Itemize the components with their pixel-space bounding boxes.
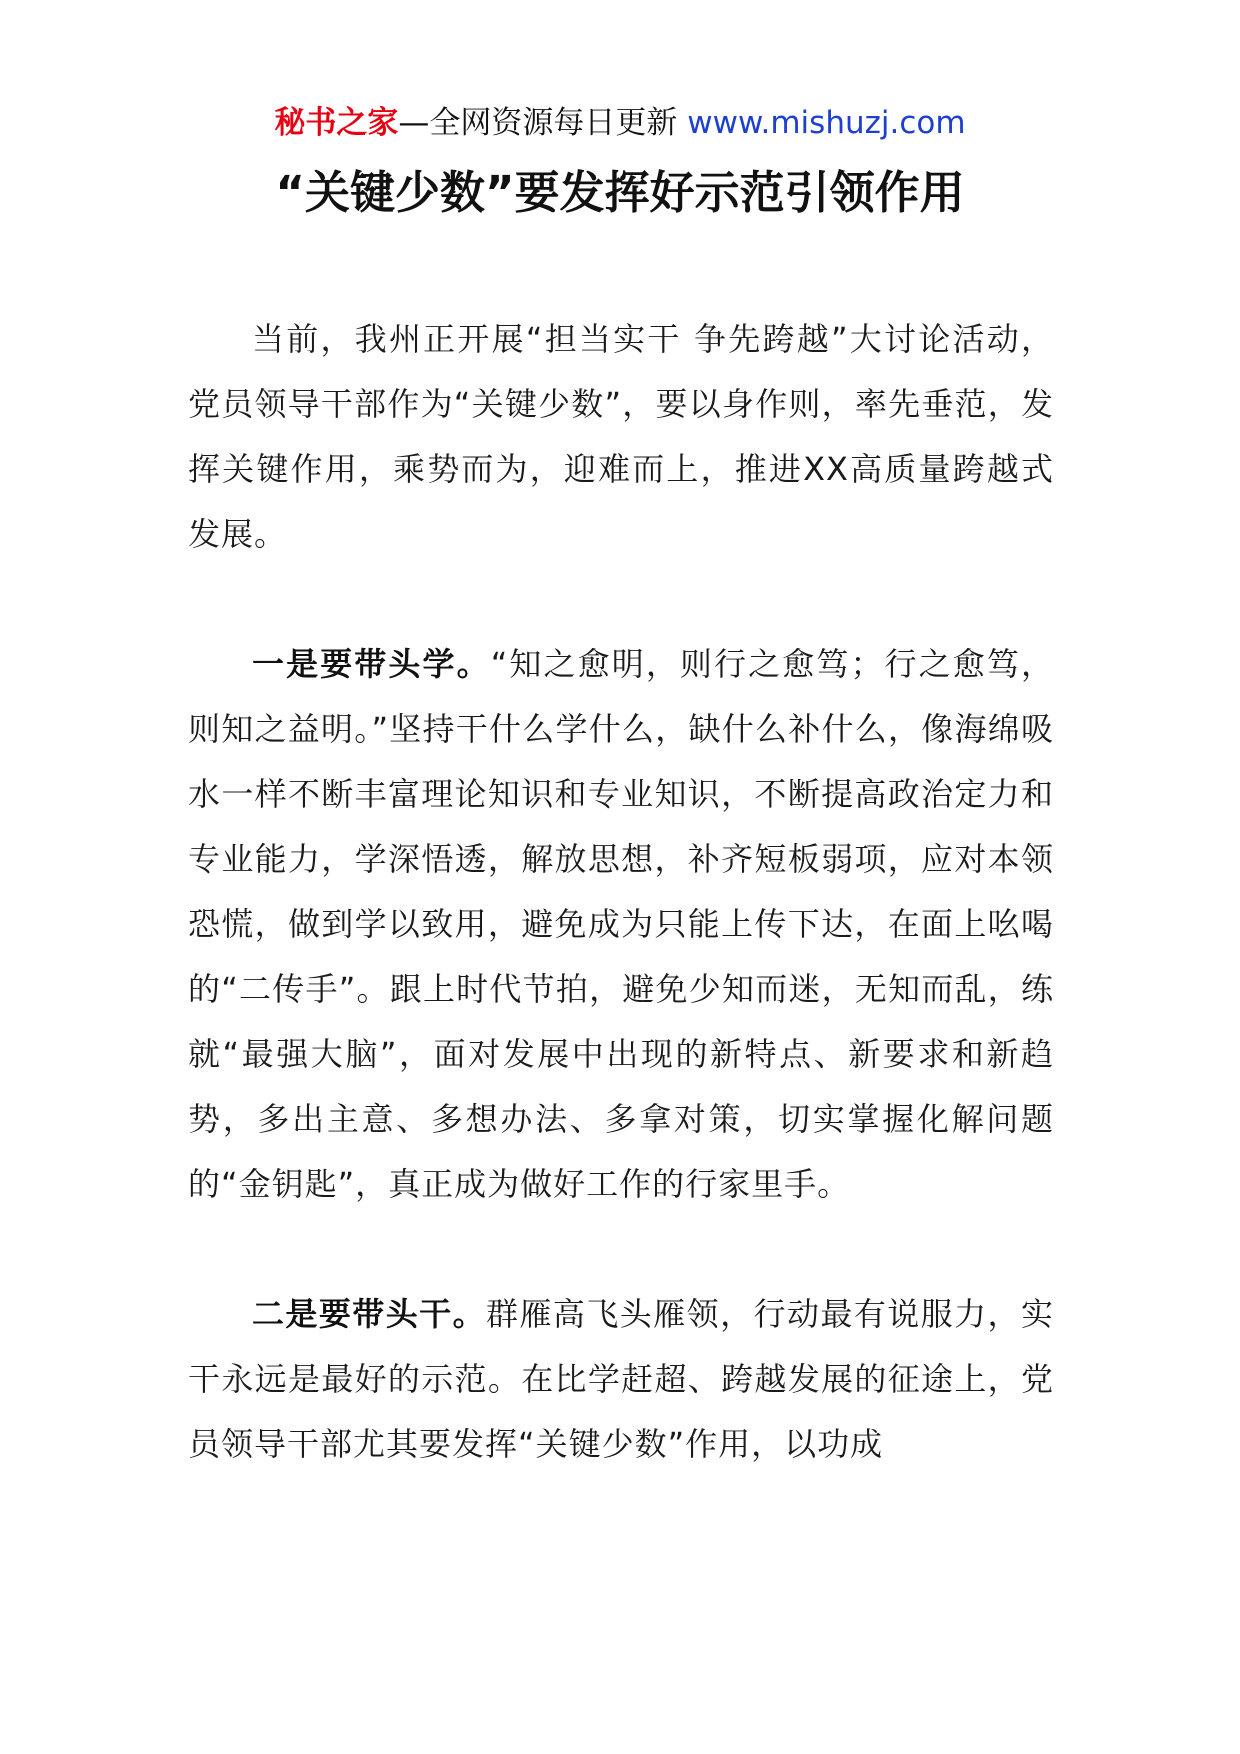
site-url-link[interactable]: www.mishuzj.com	[687, 105, 966, 141]
paragraph-text: 群雁高飞头雁领，行动最有说服力，实干永远是最好的示范。在比学赶超、跨越发展的征途上，党员领导干部尤其要发挥“关键少数”作用，以功成	[188, 1295, 1054, 1463]
site-header	[0, 98, 1240, 148]
document-body	[188, 307, 1054, 1542]
paragraph-work	[188, 1282, 1054, 1477]
paragraph-text: “知之愈明，则行之愈笃；行之愈笃，则知之益明。”坚持干什么学什么，缺什么补什么，像海绵吸水一样不断丰富理论知识和专业知识，不断提高政治定力和专业能力，学深悟透，解放思想，补齐短板弱项，应对本领恐慌，做到学以致用，避免成为只能上传下达，在面上吆喝的“二传手”。跟上时代节拍，避免少知而迷，无知而乱，练就“最强大脑”，面对发展中出现的新特点、新要求和新趋势，多出主意、多想办法、多拿对策，切实掌握化解问题的“金钥匙”，真正成为做好工作的行家里手。	[188, 645, 1054, 1203]
paragraph-study	[188, 632, 1054, 1217]
site-name: 秘书之家	[274, 105, 399, 141]
paragraph-intro	[188, 307, 1054, 567]
paragraph-text: 当前，我州正开展“担当实干 争先跨越”大讨论活动，党员领导干部作为“关键少数”，要以身作则，率先垂范，发挥关键作用，乘势而为，迎难而上，推进XX高质量跨越式发展。	[188, 320, 1054, 553]
paragraph-lead: 二是要带头干。	[252, 1295, 487, 1333]
document-title: “关键少数”要发挥好示范引领作用	[275, 166, 965, 219]
site-tagline: —全网资源每日更新	[398, 105, 678, 141]
paragraph-lead: 一是要带头学。	[252, 645, 491, 683]
